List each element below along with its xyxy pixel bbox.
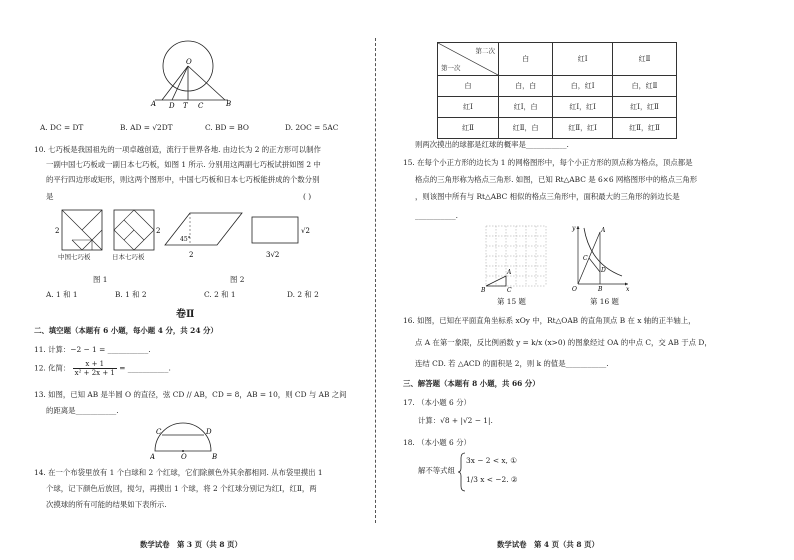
q17-title: 17. （本小题 6 分） (403, 398, 471, 407)
q15-grid-figure (480, 222, 552, 292)
q15-line-2: 格点的三角形称为格点三角形. 如图，已知 Rt△ABC 是 6×6 网格图形中的格点三角形 (415, 175, 698, 184)
coord-label-b: B (598, 286, 603, 292)
q9-option-c: C. BD = BO (205, 123, 249, 132)
table-cell: 红Ⅱ，红Ⅰ (553, 118, 613, 139)
fig-label-japanese-tangram: 日本七巧板 (112, 253, 145, 261)
section-3-heading: 三、解答题（本题有 8 小题，共 66 分） (403, 379, 540, 388)
table-cell: 红Ⅱ (438, 118, 499, 139)
q10-option-a: A. 1 和 1 (46, 290, 78, 299)
volume-heading: 卷Ⅱ (176, 309, 195, 320)
q10-line-2: 一副中国七巧板或一副日本七巧板，如图 1 所示. 分别用这两副七巧板试拼如图 2 中 (46, 160, 321, 169)
q17-body: 计算：√8 + |√2 − 1|. (418, 416, 493, 425)
semi-label-c: C (156, 428, 162, 436)
q13-line-1: 13. 如图，已知 AB 是半圆 O 的直径，弦 CD // AB，CD = 8，AB = 10，则 CD 与 AB 之间 (34, 390, 347, 399)
semi-label-d: D (206, 428, 212, 436)
table-corner-top: 第二次 (475, 47, 495, 55)
q9-option-d: D. 2OC = 5AC (285, 123, 339, 132)
q14-line-2: 个球，记下颜色后放回，搅匀，再摸出 1 个球，将 2 个红球分别记为红Ⅰ，红Ⅱ，两 (46, 484, 317, 493)
q15-line-3: ，则该图中所有与 Rt△ABC 相似的格点三角形中，面积最大的三角形的斜边长是 (415, 192, 680, 201)
coord-label-o: O (572, 286, 577, 292)
q11-text: 11. 计算：−2 − 1 = ___________. (34, 345, 151, 354)
coord-label-d: D (601, 267, 606, 274)
q13-line-2: 的距离是___________. (46, 406, 119, 415)
table-cell: 白，白 (499, 76, 553, 97)
table-row (438, 118, 677, 139)
fig-label-chinese-tangram: 中国七巧板 (58, 253, 91, 261)
rect-height: √2 (301, 227, 310, 235)
q16-line-1: 16. 如图，已知在平面直角坐标系 xOy 中，Rt△OAB 的直角顶点 B 在 x 轴的正半轴上， (403, 316, 696, 325)
q14-line-1: 14. 在一个布袋里放有 1 个白球和 2 个红球，它们除颜色外其余都相同. 从布袋里摸出 1 (34, 468, 323, 477)
table-header-cell: 白 (499, 43, 553, 76)
table-cell: 红Ⅱ，红Ⅱ (613, 118, 677, 139)
q14-line-3: 次摸球的所有可能的结果如下表所示. (46, 500, 167, 509)
q12-suffix: = ___________. (119, 363, 171, 373)
table-cell: 红Ⅱ，白 (499, 118, 553, 139)
q9-circle-figure (150, 40, 240, 110)
axis-label-y: y (572, 225, 576, 232)
q12-numerator: x + 1 (73, 360, 117, 369)
q12-fraction (73, 360, 117, 377)
fig2-caption: 图 2 (230, 275, 245, 284)
fig-label-a: A (151, 100, 157, 108)
table-header-cell: 红Ⅰ (553, 43, 613, 76)
q15-line-1: 15. 在每个小正方形的边长为 1 的网格图形中，每个小正方形的顶点称为格点，顶点都是 (403, 158, 693, 167)
q18-inequality-2: 1/3 x < −2. ② (466, 475, 518, 484)
parallelogram-angle: 45° (180, 236, 191, 243)
fig15-caption: 第 15 题 (497, 297, 526, 306)
q13-semicircle-figure (150, 416, 220, 461)
table-header-cell: 红Ⅱ (613, 43, 677, 76)
table-cell: 白，红Ⅱ (613, 76, 677, 97)
table-corner-bottom: 第一次 (441, 64, 461, 72)
axis-label-x: x (626, 286, 630, 292)
q18-inequality-1: 3x − 2 < x, ① (466, 456, 517, 465)
q18-prefix: 解不等式组 (418, 466, 455, 475)
q18-brace (458, 452, 466, 492)
section-2-heading: 二、填空题（本题有 6 小题，每小题 4 分，共 24 分） (34, 326, 218, 335)
q12-text (34, 360, 171, 377)
table-cell: 红Ⅰ，红Ⅱ (613, 97, 677, 118)
fig1-caption: 图 1 (93, 275, 108, 284)
page-divider (375, 38, 376, 523)
table-cell: 红Ⅰ，红Ⅰ (553, 97, 613, 118)
fig-label-c: C (198, 102, 204, 110)
fig-label-d: D (169, 102, 175, 110)
table-cell: 红Ⅰ，白 (499, 97, 553, 118)
q16-coordinate-figure (570, 222, 632, 292)
grid-label-c: C (507, 287, 512, 292)
q10-option-b: B. 1 和 2 (115, 290, 147, 299)
q10-option-c: C. 2 和 1 (204, 290, 236, 299)
q10-option-d: D. 2 和 2 (287, 290, 319, 299)
table-cell: 红Ⅰ (438, 97, 499, 118)
q10-answer-bracket: ( ) (303, 192, 312, 201)
q10-line-4: 是 (46, 192, 54, 201)
q12-denominator: x² + 2x + 1 (74, 369, 115, 377)
fig2-shapes (160, 205, 320, 265)
fig-label-t: T (183, 102, 188, 110)
rect-width: 3√2 (266, 251, 280, 259)
q14-tail: 则两次摸出的球都是红球的概率是___________. (415, 140, 569, 149)
grid-label-a: A (507, 269, 512, 276)
semi-label-b: B (212, 453, 218, 461)
q12-prefix: 12. 化简： (34, 363, 71, 373)
q9-option-a: A. DC = DT (40, 123, 84, 132)
q16-line-2: 点 A 在第一象限，反比例函数 y = k/x (x>0) 的图象经过 OA 的中点 C，交 AB 于点 D， (415, 338, 712, 347)
q9-option-b: B. AD = √2DT (120, 123, 173, 132)
tangram-side-2: 2 (55, 227, 60, 235)
table-corner-cell (438, 43, 499, 76)
table-cell: 白，红Ⅰ (553, 76, 613, 97)
parallelogram-base: 2 (189, 251, 194, 259)
q18-title: 18. （本小题 6 分） (403, 438, 471, 447)
q10-line-3: 的平行四边形或矩形，则这两个图形中，中国七巧板和日本七巧板能拼成的个数分别 (46, 175, 320, 184)
fig16-caption: 第 16 题 (590, 297, 619, 306)
coord-label-c: C (583, 255, 588, 262)
table-row (438, 97, 677, 118)
q10-line-1: 10. 七巧板是我国祖先的一项卓越创造，流行于世界各地. 由边长为 2 的正方形可以制作 (34, 145, 321, 154)
q15-line-4: ___________. (415, 211, 458, 220)
table-cell: 白 (438, 76, 499, 97)
semi-label-o: O (181, 453, 187, 461)
tangram-side-2b: 2 (156, 227, 161, 235)
coord-label-a: A (601, 227, 606, 234)
grid-label-b: B (481, 287, 486, 292)
table-row (438, 76, 677, 97)
probability-table (437, 42, 677, 139)
left-footer: 数学试卷 第 3 页（共 8 页） (140, 540, 242, 549)
q16-line-3: 连结 CD. 若 △ACD 的面积是 2，则 k 的值是___________. (415, 359, 609, 368)
fig-label-b: B (226, 100, 232, 108)
right-footer: 数学试卷 第 4 页（共 8 页） (497, 540, 599, 549)
semi-label-a: A (150, 453, 156, 461)
fig-label-o: O (186, 58, 192, 66)
